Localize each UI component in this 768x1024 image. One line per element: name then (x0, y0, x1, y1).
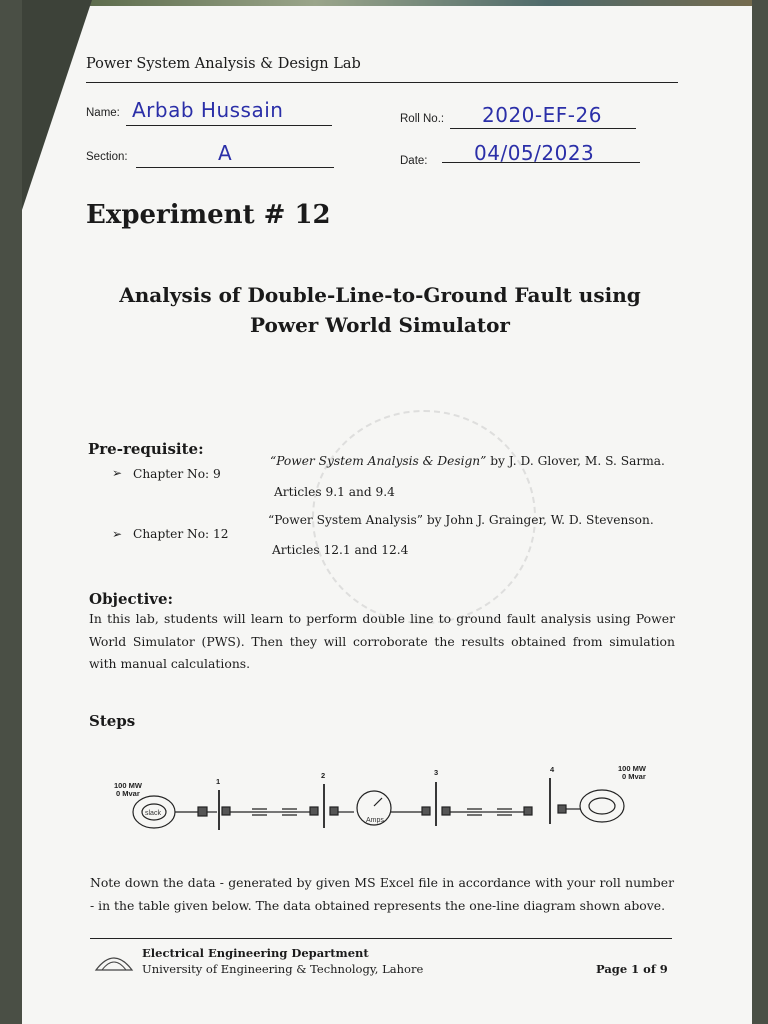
bus-2-label: 2 (321, 771, 326, 780)
footer-department: Electrical Engineering Department (142, 946, 369, 960)
roll-underline (450, 128, 636, 129)
breaker-icon (198, 807, 207, 816)
bullet-icon: ➢ (112, 466, 123, 480)
prerequisite-heading: Pre-requisite: (88, 440, 204, 458)
name-label: Name: (86, 107, 120, 119)
date-label: Date: (400, 155, 428, 167)
one-line-diagram (92, 760, 692, 840)
footer-university: University of Engineering & Technology, Lahore (142, 962, 424, 976)
load-label: Amps (366, 817, 384, 824)
roll-label: Roll No.: (400, 113, 445, 125)
book-authors: by J. D. Glover, M. S. Sarma. (486, 454, 665, 468)
gen-left-mw: 100 MW (114, 781, 142, 790)
header-rule (86, 82, 678, 83)
generator-icon (580, 790, 624, 822)
objective-text: In this lab, students will learn to perform double line to ground fault analysis using Power World Simulator (PWS). Then they will corroborate the results obtained from simulation with manual calculations. (89, 611, 675, 671)
book-title: “Power System Analysis” (268, 513, 423, 527)
gen-left-mvar: 0 Mvar (116, 789, 140, 798)
breaker-icon (310, 807, 318, 815)
document-page (22, 0, 752, 1024)
photo-edge-strip (82, 0, 752, 6)
chapter-label: Chapter No: 9 (133, 467, 221, 481)
roll-value: 2020-EF-26 (482, 103, 602, 127)
experiment-number: Experiment # 12 (86, 200, 331, 230)
reference-book (270, 454, 665, 468)
footer-rule (90, 938, 672, 939)
breaker-icon (422, 807, 430, 815)
breaker-icon (222, 807, 230, 815)
name-value: Arbab Hussain (132, 98, 284, 122)
generator-inner (589, 798, 615, 814)
articles-text: Articles 9.1 and 9.4 (274, 485, 395, 499)
lab-title: Power System Analysis & Design Lab (86, 56, 361, 72)
breaker-icon (558, 805, 566, 813)
flow-arrow-icon (467, 809, 482, 815)
gen-right-mw: 100 MW (618, 764, 646, 773)
experiment-title-line1: Analysis of Double-Line-to-Ground Fault using (119, 283, 641, 307)
steps-heading: Steps (89, 712, 136, 730)
breaker-icon (524, 807, 532, 815)
bus-4-label: 4 (550, 765, 555, 774)
chapter-label: Chapter No: 12 (133, 527, 229, 541)
university-logo-icon (94, 950, 134, 972)
section-value: A (218, 141, 233, 165)
bus-1-label: 1 (216, 777, 221, 786)
bullet-icon: ➢ (112, 527, 123, 541)
breaker-icon (442, 807, 450, 815)
flow-arrow-icon (282, 809, 297, 815)
name-underline (126, 125, 332, 126)
meter-needle (374, 798, 382, 806)
bus-3-label: 3 (434, 768, 439, 777)
slack-label: slack (145, 810, 161, 817)
note-text: Note down the data - generated by given MS Excel file in accordance with your roll number - in the table given below. The data obtained represents the one-line diagram shown above. (90, 875, 674, 913)
flow-arrow-icon (497, 809, 512, 815)
section-underline (136, 167, 334, 168)
footer-page-number: Page 1 of 9 (596, 962, 668, 976)
articles-text: Articles 12.1 and 12.4 (272, 543, 409, 557)
photo-shadow-corner (22, 0, 92, 210)
gen-right-mvar: 0 Mvar (622, 772, 646, 781)
reference-book (268, 513, 654, 527)
experiment-title-line2: Power World Simulator (250, 313, 510, 337)
breaker-icon (330, 807, 338, 815)
section-label: Section: (86, 151, 128, 163)
book-authors: by John J. Grainger, W. D. Stevenson. (423, 513, 654, 527)
date-value: 04/05/2023 (474, 141, 595, 165)
book-title: “Power System Analysis & Design” (270, 454, 487, 468)
flow-arrow-icon (252, 809, 267, 815)
objective-heading: Objective: (89, 590, 174, 608)
